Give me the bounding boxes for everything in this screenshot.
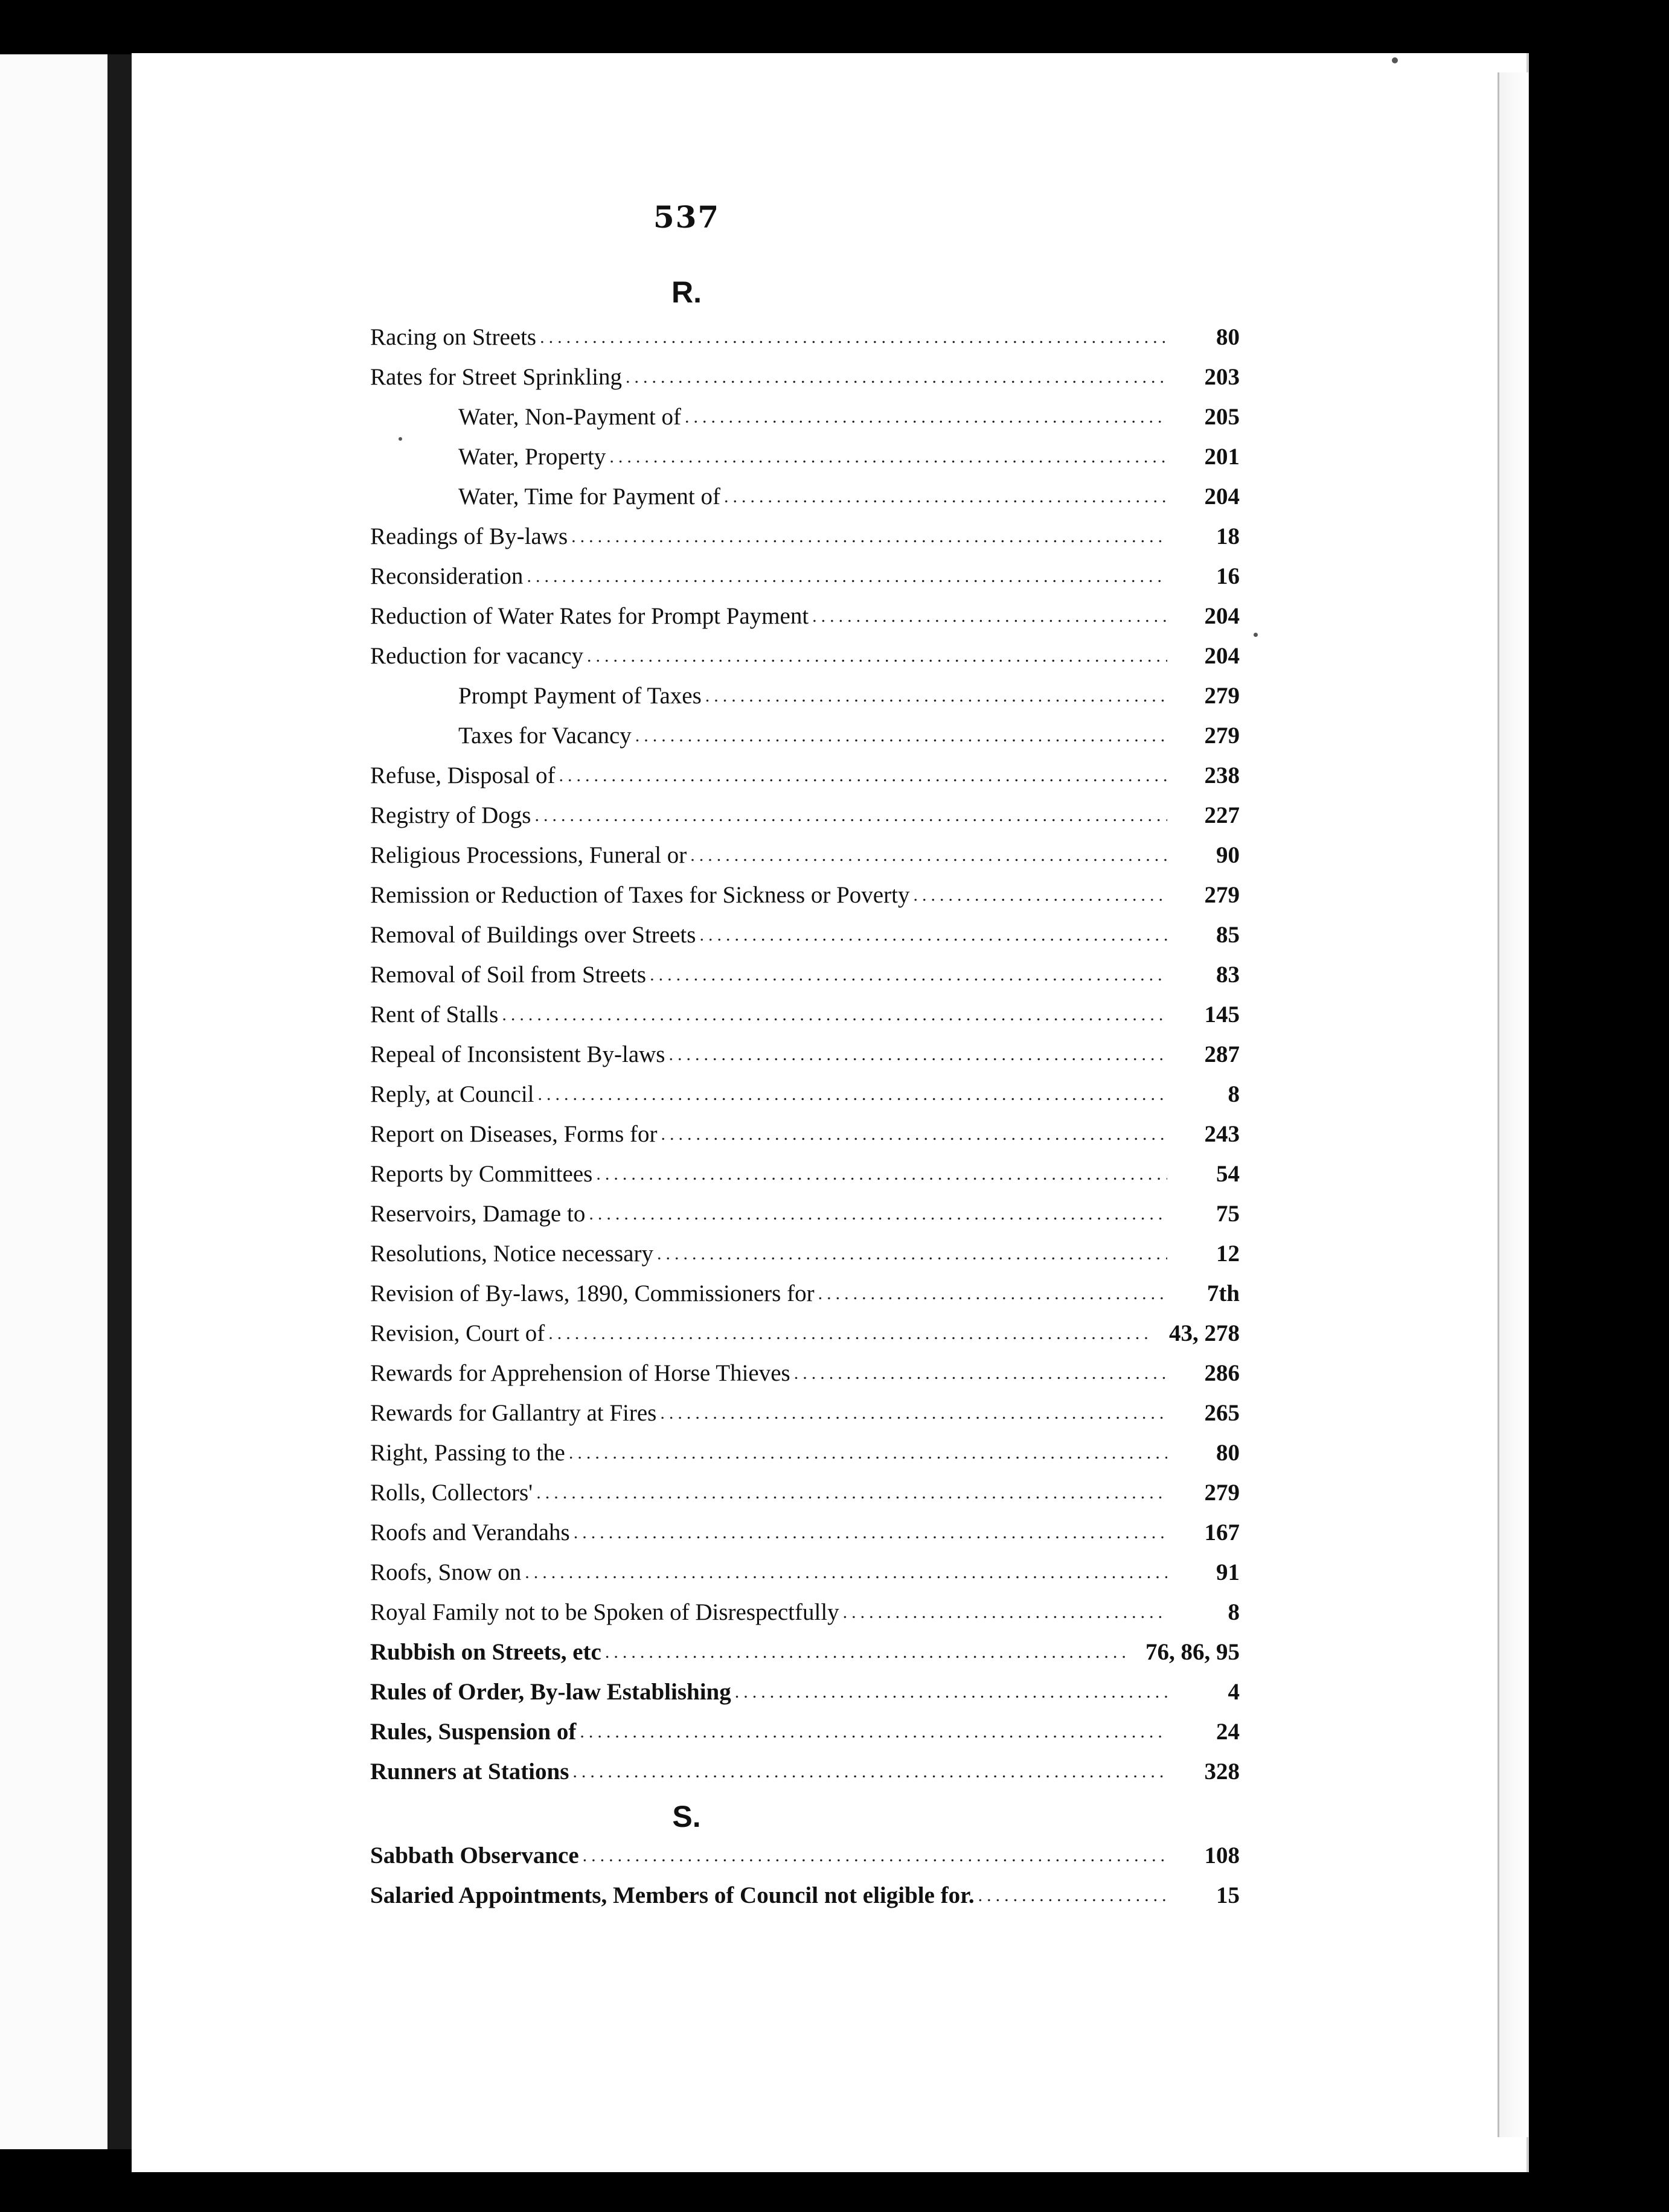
index-entry [370, 630, 1240, 670]
dot-leader [818, 1280, 1167, 1307]
dot-leader [626, 364, 1167, 391]
scan-speck [1254, 633, 1258, 637]
index-entry-page: 204 [1204, 603, 1240, 629]
index-entry-label: Rewards for Apprehension of Horse Thieves [370, 1360, 790, 1386]
index-entry-label: Readings of By-laws [370, 523, 568, 549]
index-entries-r [370, 311, 1240, 1785]
dot-leader [572, 1759, 1167, 1785]
index-entry-page: 80 [1216, 1440, 1240, 1466]
index-entry-label: Sabbath Observance [370, 1843, 579, 1868]
index-entry-label: Refuse, Disposal of [370, 762, 556, 788]
index-entry-page: 203 [1204, 364, 1240, 390]
section-heading-r: R. [671, 275, 702, 309]
index-entry [370, 948, 1240, 988]
index-entry-page: 205 [1204, 404, 1240, 430]
dot-leader [536, 1480, 1167, 1506]
index-entry [370, 1068, 1240, 1108]
dot-leader [699, 922, 1167, 948]
dot-leader [735, 1679, 1167, 1705]
index-entry-page: 8 [1228, 1599, 1240, 1625]
index-entry [370, 709, 1240, 749]
index-entry-label: Taxes for Vacancy [458, 723, 632, 749]
index-entry [370, 670, 1240, 709]
index-entry [370, 909, 1240, 948]
index-entry-label: Resolutions, Notice necessary [370, 1241, 653, 1267]
dot-leader [540, 324, 1167, 351]
dot-leader [794, 1360, 1167, 1387]
index-entry [370, 311, 1240, 351]
index-entry-page: 85 [1216, 922, 1240, 948]
index-entry [370, 1466, 1240, 1506]
dot-leader [587, 643, 1167, 670]
index-entry-label: Water, Property [458, 444, 606, 470]
index-entry [370, 1626, 1240, 1666]
dot-leader [913, 882, 1167, 909]
dot-leader [635, 723, 1167, 749]
index-entry [370, 470, 1240, 510]
dot-leader [535, 802, 1168, 829]
index-entry [370, 1586, 1240, 1626]
index-entry [370, 1028, 1240, 1068]
index-entry [370, 1307, 1240, 1347]
index-entry [370, 1427, 1240, 1466]
index-entry-page: 90 [1216, 842, 1240, 868]
dot-leader [589, 1201, 1167, 1227]
index-entry [370, 590, 1240, 630]
index-entry-label: Remission or Reduction of Taxes for Sickness or Poverty [370, 882, 910, 908]
index-entry-label: Revision of By-laws, 1890, Commissioners for [370, 1280, 815, 1306]
index-entry [370, 1506, 1240, 1546]
index-entry-page: 167 [1204, 1520, 1240, 1546]
index-entry [370, 510, 1240, 550]
dot-leader [527, 563, 1167, 590]
index-entry-label: Rates for Street Sprinkling [370, 364, 623, 390]
dot-leader [574, 1520, 1167, 1546]
index-entry-page: 76, 86, 95 [1145, 1639, 1240, 1665]
page-number: 537 [653, 199, 720, 235]
index-entry [370, 829, 1240, 869]
index-entry [370, 1188, 1240, 1227]
index-entry-label: Revision, Court of [370, 1320, 545, 1346]
index-entry [370, 869, 1240, 909]
index-entry-label: Religious Processions, Funeral or [370, 842, 687, 868]
index-entry-label: Prompt Payment of Taxes [458, 683, 702, 709]
index-entry-page: 43, 278 [1169, 1320, 1240, 1346]
index-entry-page: 243 [1204, 1121, 1240, 1147]
index-entry-page: 279 [1204, 882, 1240, 908]
index-entry [370, 749, 1240, 789]
section-heading-s: S. [672, 1800, 701, 1833]
index-entry-page: 286 [1204, 1360, 1240, 1386]
dot-leader [657, 1241, 1167, 1267]
index-entry-page: 8 [1228, 1081, 1240, 1107]
index-entry-label: Reports by Committees [370, 1161, 593, 1187]
index-entry-page: 4 [1228, 1679, 1240, 1705]
index-entry-page: 227 [1204, 802, 1240, 828]
index-entry [370, 1666, 1240, 1705]
dot-leader [812, 603, 1167, 630]
index-entry [370, 1347, 1240, 1387]
book-gutter [107, 54, 132, 2149]
index-entry [370, 988, 1240, 1028]
dot-leader [685, 404, 1167, 430]
dot-leader [569, 1440, 1167, 1466]
index-entry [370, 1267, 1240, 1307]
index-entry-label: Rewards for Gallantry at Fires [370, 1400, 657, 1426]
dot-leader [538, 1081, 1167, 1108]
index-entry-page: 7th [1206, 1280, 1240, 1306]
dot-leader [559, 762, 1167, 789]
dot-leader [660, 1400, 1167, 1427]
index-entry-label: Removal of Soil from Streets [370, 962, 647, 988]
dot-leader [843, 1599, 1167, 1626]
index-entry-label: Water, Time for Payment of [458, 484, 720, 510]
index-entry-page: 108 [1204, 1843, 1240, 1868]
index-entry [370, 1108, 1240, 1148]
index-entry-label: Reconsideration [370, 563, 524, 589]
dot-leader [609, 444, 1167, 470]
index-entry-label: Rent of Stalls [370, 1002, 499, 1028]
index-entry [370, 1705, 1240, 1745]
index-entry [370, 1387, 1240, 1427]
dot-leader [605, 1639, 1127, 1666]
index-entry-label: Rolls, Collectors' [370, 1480, 533, 1506]
index-entry-page: 265 [1204, 1400, 1240, 1426]
index-entry-label: Report on Diseases, Forms for [370, 1121, 658, 1147]
index-entry-label: Water, Non-Payment of [458, 404, 681, 430]
index-entry-page: 279 [1204, 1480, 1240, 1506]
scan-speck [1392, 57, 1398, 63]
index-entry-label: Roofs and Verandahs [370, 1520, 570, 1546]
index-entry-label: Roofs, Snow on [370, 1559, 522, 1585]
index-entry-page: 279 [1204, 723, 1240, 749]
index-entry [370, 430, 1240, 470]
dot-leader [548, 1320, 1151, 1347]
index-entry [370, 351, 1240, 391]
dot-leader [978, 1882, 1167, 1909]
index-entry-label: Removal of Buildings over Streets [370, 922, 696, 948]
index-entry-label: Reservoirs, Damage to [370, 1201, 586, 1227]
index-entry-page: 204 [1204, 643, 1240, 669]
index-entry [370, 789, 1240, 829]
index-entry-label: Runners at Stations [370, 1759, 569, 1785]
index-entry-page: 91 [1216, 1559, 1240, 1585]
dot-leader [724, 484, 1167, 510]
index-entry-page: 15 [1216, 1882, 1240, 1908]
dot-leader [690, 842, 1167, 869]
index-entry-label: Repeal of Inconsistent By-laws [370, 1041, 665, 1067]
index-entry-page: 80 [1216, 324, 1240, 350]
index-entry [370, 1829, 1240, 1869]
index-entry-label: Rules of Order, By-law Establishing [370, 1679, 731, 1705]
index-entry-label: Salaried Appointments, Members of Council not eligible for. [370, 1882, 975, 1908]
facing-page-edge [0, 54, 107, 2149]
index-entry [370, 1869, 1240, 1909]
index-entry-label: Reduction for vacancy [370, 643, 584, 669]
index-entry [370, 1546, 1240, 1586]
dot-leader [650, 962, 1167, 988]
index-entries-s [370, 1829, 1240, 1909]
dot-leader [705, 683, 1167, 709]
index-entry-page: 279 [1204, 683, 1240, 709]
index-entry-label: Registry of Dogs [370, 802, 531, 828]
index-entry-page: 18 [1216, 523, 1240, 549]
index-entry-label: Rubbish on Streets, etc [370, 1639, 601, 1665]
index-entry-page: 201 [1204, 444, 1240, 470]
dot-leader [571, 523, 1167, 550]
index-entry-page: 238 [1204, 762, 1240, 788]
index-entry-page: 16 [1216, 563, 1240, 589]
index-entry [370, 1227, 1240, 1267]
index-entry-page: 204 [1204, 484, 1240, 510]
dot-leader [502, 1002, 1167, 1028]
index-entry-label: Royal Family not to be Spoken of Disrespectfully [370, 1599, 839, 1625]
index-entry-page: 54 [1216, 1161, 1240, 1187]
index-entry-page: 287 [1204, 1041, 1240, 1067]
dot-leader [580, 1719, 1167, 1745]
scan-speck [399, 437, 402, 441]
index-entry-page: 328 [1204, 1759, 1240, 1785]
index-entry-label: Rules, Suspension of [370, 1719, 577, 1745]
dot-leader [661, 1121, 1167, 1148]
index-entry-label: Reduction of Water Rates for Prompt Payment [370, 603, 809, 629]
index-entry [370, 1745, 1240, 1785]
index-entry-page: 12 [1216, 1241, 1240, 1267]
index-entry-label: Right, Passing to the [370, 1440, 565, 1466]
index-entry [370, 391, 1240, 430]
dot-leader [596, 1161, 1167, 1188]
dot-leader [525, 1559, 1167, 1586]
dot-leader [668, 1041, 1167, 1068]
index-entry-page: 83 [1216, 962, 1240, 988]
index-entry [370, 550, 1240, 590]
index-entry-page: 145 [1204, 1002, 1240, 1028]
dot-leader [583, 1843, 1167, 1869]
index-entry [370, 1148, 1240, 1188]
index-entry-page: 75 [1216, 1201, 1240, 1227]
index-entry-page: 24 [1216, 1719, 1240, 1745]
index-entry-label: Reply, at Council [370, 1081, 534, 1107]
index-entry-label: Racing on Streets [370, 324, 537, 350]
